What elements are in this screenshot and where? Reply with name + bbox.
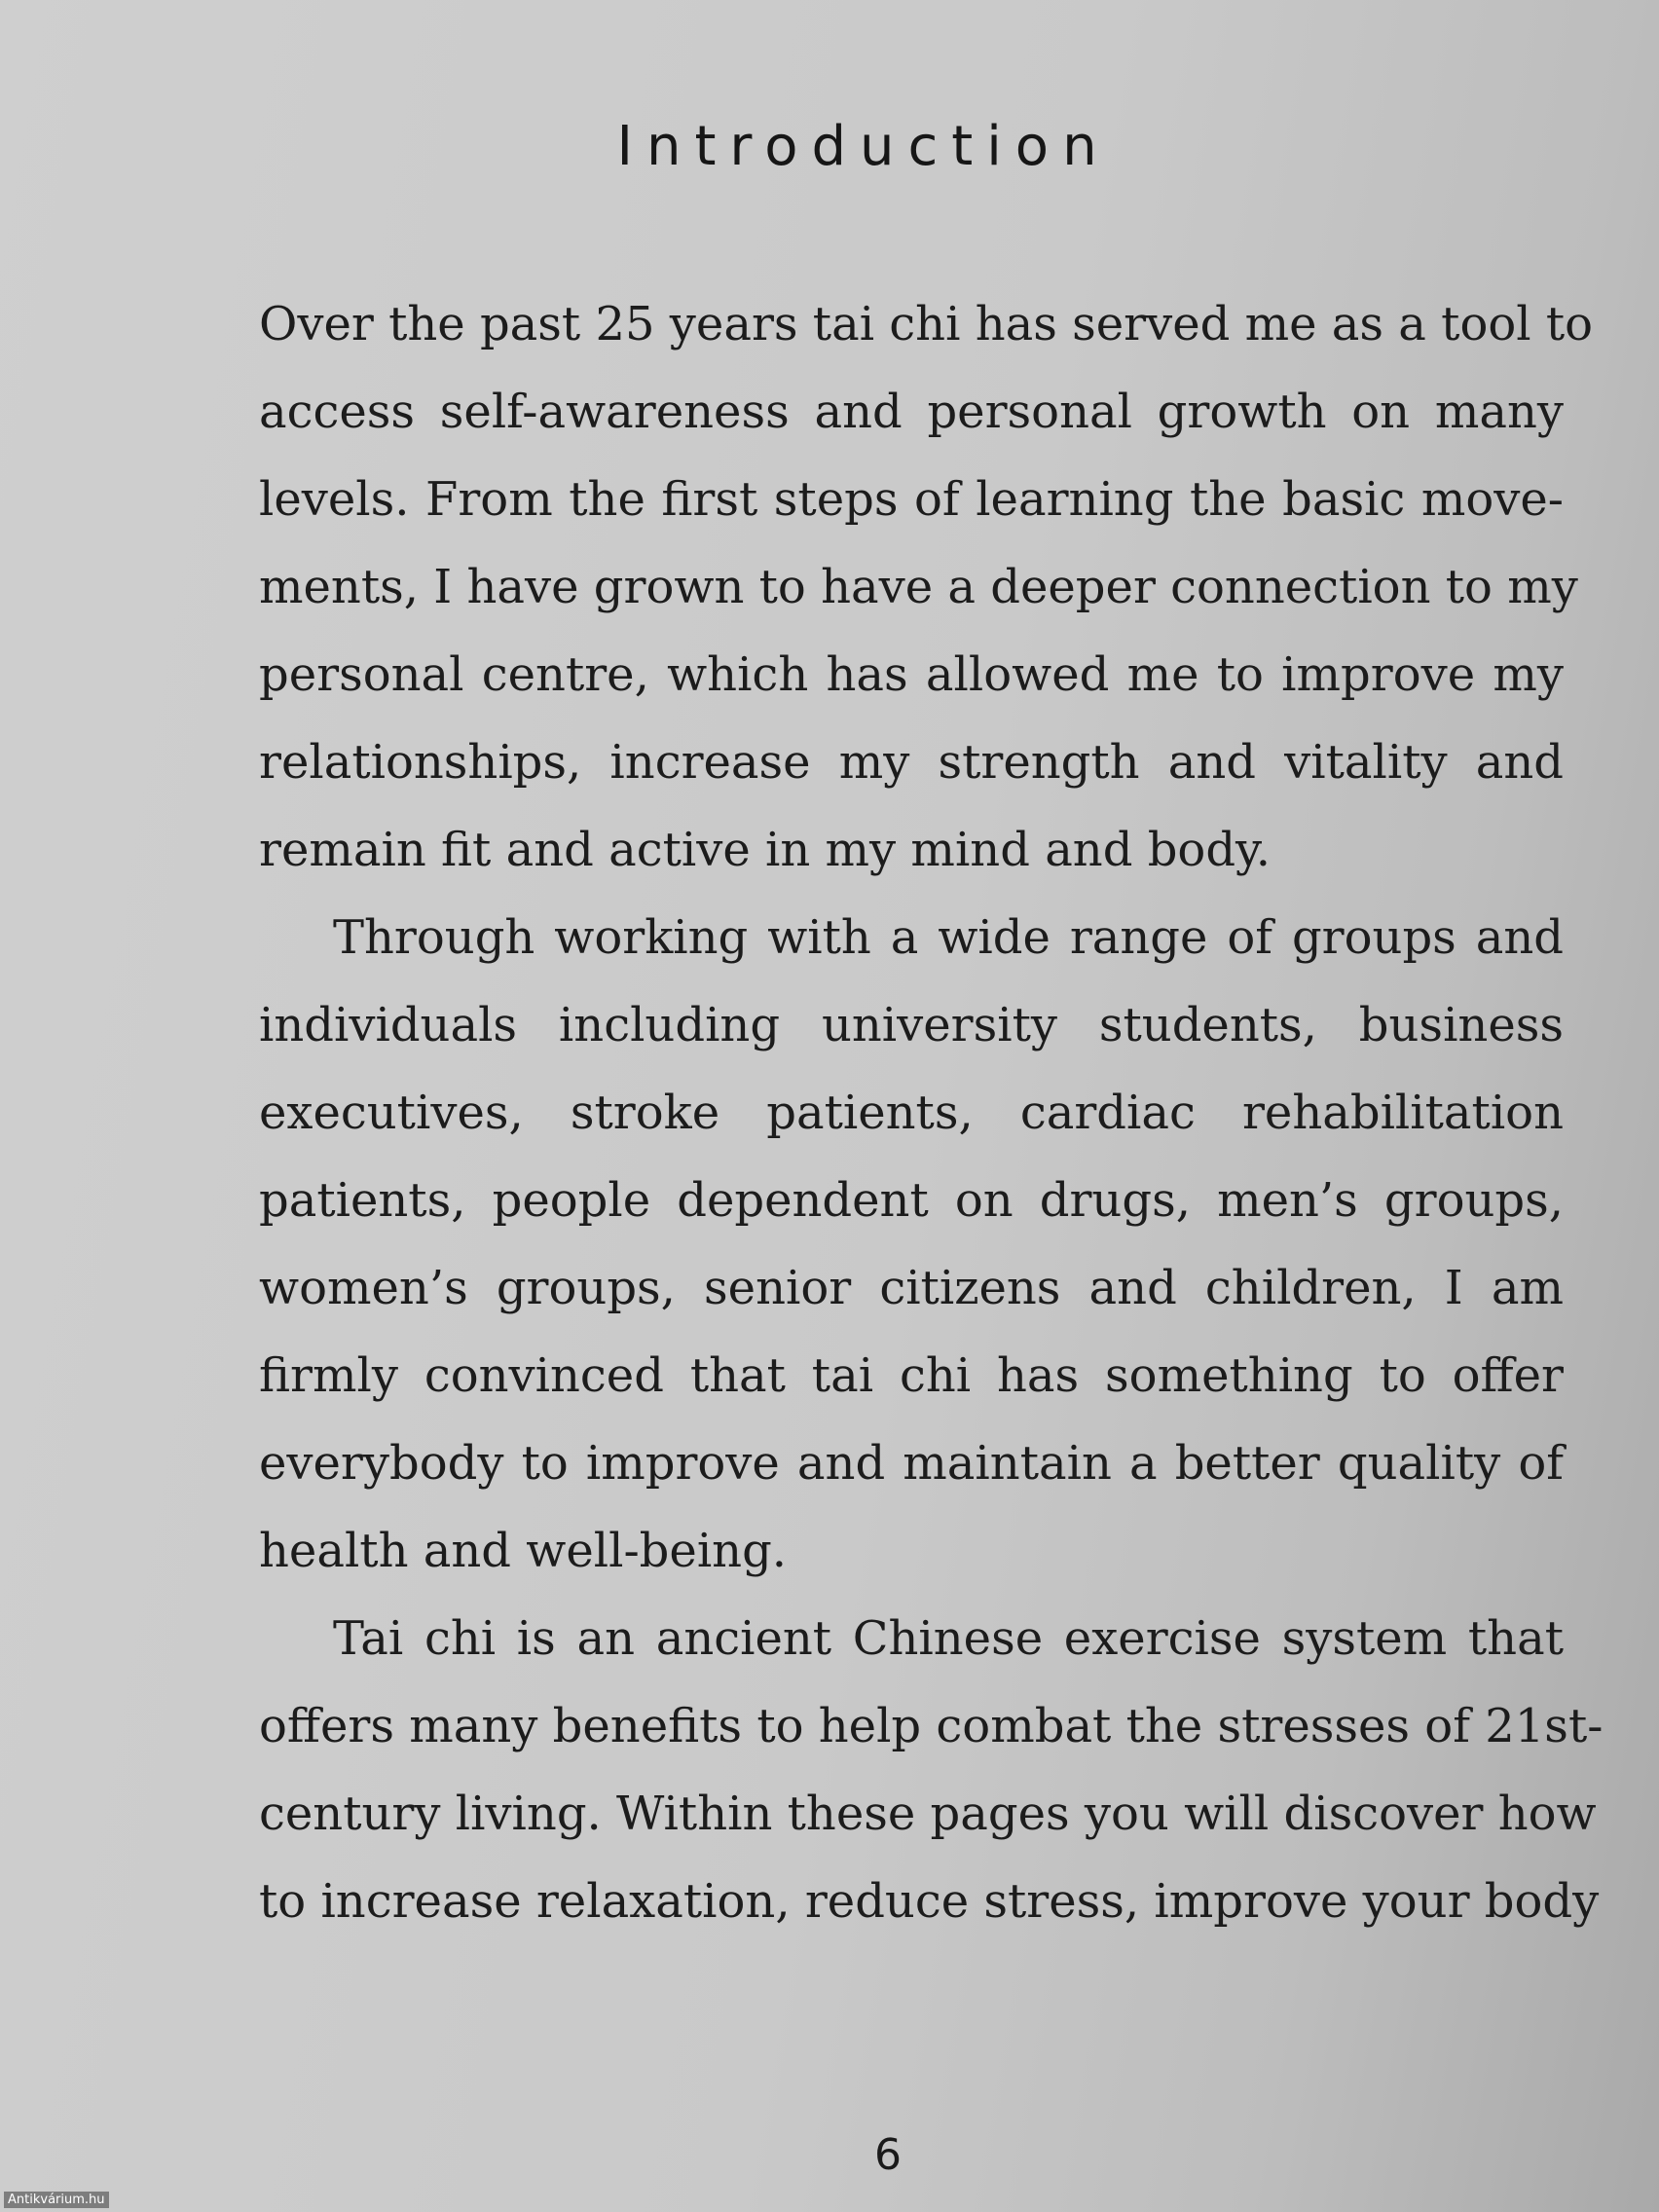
text-line: Tai chi is an ancient Chinese exercise system that — [333, 1611, 1564, 1666]
paragraph — [259, 1595, 1604, 1945]
text-line: patients, people dependent on drugs, men’s groups, — [259, 1173, 1564, 1228]
paragraph — [259, 894, 1564, 1595]
text-line: women’s groups, senior citizens and children, I am — [259, 1261, 1564, 1315]
page-number: 6 — [874, 2130, 902, 2180]
text-line: Over the past 25 years tai chi has served me as a tool to — [259, 297, 1594, 351]
text-line: executives, stroke patients, cardiac rehabilitation — [259, 1086, 1564, 1140]
text-line: everybody to improve and maintain a better quality of — [259, 1436, 1564, 1491]
paragraph — [259, 280, 1594, 894]
text-line: health and well-being. — [259, 1524, 788, 1578]
text-line: ments, I have grown to have a deeper connection to my — [259, 560, 1578, 614]
text-line: Through working with a wide range of groups and — [333, 910, 1564, 965]
text-line: personal centre, which has allowed me to improve my — [259, 647, 1564, 702]
watermark: Antikvárium.hu — [4, 2192, 109, 2208]
chapter-title: Introduction — [616, 115, 1111, 178]
text-line: individuals including university students, business — [259, 998, 1564, 1052]
text-line: century living. Within these pages you will discover how — [259, 1787, 1597, 1841]
text-line: relationships, increase my strength and vitality and — [259, 735, 1564, 790]
text-line: access self-awareness and personal growth on many — [259, 385, 1564, 439]
text-line: offers many benefits to help combat the stresses of 21st- — [259, 1699, 1604, 1753]
text-line: remain fit and active in my mind and body. — [259, 823, 1272, 877]
text-line: firmly convinced that tai chi has something to offer — [259, 1348, 1564, 1403]
text-line: levels. From the first steps of learning the basic move- — [259, 472, 1564, 527]
text-line: to increase relaxation, reduce stress, improve your body — [259, 1874, 1600, 1929]
body-text — [259, 280, 1604, 1945]
